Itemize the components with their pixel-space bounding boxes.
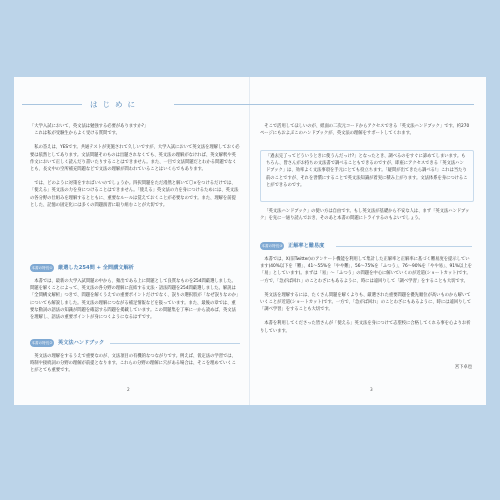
feature-badge: 本書の特長① — [31, 266, 53, 270]
quote-text: 「過去完了ってどういうときに使うんだっけ?」となったとき、調べるのをすぐに諦めてしまいます。もちろん、皆さんがお持ちの文法書で調べることもできるのですが、即座にアクセスできる「英文法ハンドブック」は、効率よく文法事項を手元にとても役立ちます。「疑問が出てきたら調べる!」これは当たり前のことですが、それを習慣にすることで英文法知識が着実に積み上がります。文法体系を身につけることができるのです。 — [266, 154, 468, 188]
closing-paragraph: 本書を利用してくださった皆さんが「使える」英文法を身につけて志望校に合格してくれる事を心よりお祈りしています。 — [260, 321, 471, 334]
quote-text-wrap — [266, 153, 468, 189]
page-left — [14, 77, 250, 405]
page-number-right: 3 — [370, 387, 373, 392]
feature-badge: 本書の特長③ — [261, 244, 283, 248]
page-title: はじめに — [90, 100, 140, 109]
paragraph: 本書では、最新の大学入試問題の中から、頻出である上に問題として良質なものを254問厳選しました。問題を解くことによって、英文法の各分野の理解に直結する文法・語法問題を254問厳選しました。解説は「全問構文解析」つきで、問題を解くうえでの重要ポイントだけでなく、誤りの選択肢が「なぜ誤りなのか」についても解説しました。英文法の理解につながる補足情報などを扱っています。また、最後の章では、重要な動詞の語法の知識が問題を確認する問題を掲載しています。この問題集を丁寧に一から読めば、英文法を理解し、語法の重要ポイントが身につくようになるはずです。 — [30, 279, 239, 321]
section-header-2 — [30, 339, 240, 347]
author-signature: 宮下卓也 — [454, 365, 472, 370]
section-body-1 — [30, 278, 240, 321]
paragraph: 「英文法ハンドブック」の使い方は自由です。もし英文法が基礎から不安な人は、まず「英文法ハンドブック」を先に一通り読んでおき、そのあと本書の問題にトライするのもよいでしょう。 — [260, 209, 470, 222]
section-body-2 — [30, 353, 240, 375]
section-header-3 — [260, 242, 472, 250]
paragraph: そこで活用してほしいのが、紙面の二次元コードからアクセスできる「英文法ハンドブック」です。約270ページにもおよぶこのハンドブックが、英文法の理解をサポートしてくれます。 — [260, 124, 470, 137]
paragraph: では、どのように対策をすればいいのでしょうか。四択問題をただ漫然と解いて〇×をつけるだけでは、「使える」英文法の力を身につけることはできません。「使える」英文法の力を身につけるためには、英文法の各分野の仕組みを理解するとともに、重要なルールは覚えておくことが必要なのです。また、理解を前提とした、記憶の固定化には多くの問題演習に取り組むことが大切です。 — [30, 181, 239, 208]
intro-block — [30, 123, 240, 209]
quote-box — [260, 150, 474, 202]
handbook-usage — [260, 208, 472, 222]
section-title: 厳選した254問 + 全問講文解析 — [58, 265, 134, 271]
section-rule — [336, 246, 472, 247]
paragraph: 英文法を理解するには、たくさん問題を解くよりも、厳選された重要問題を優先順位が高いものから解いていくことが近道(ショートカット)です。一方で、「急がば回れ」のことわざにもあるように、時には遠回りして「調べ学習」をすることも大切です。 — [260, 292, 472, 313]
paragraph: 本書では、X(旧Twitter)のアンケート機能を利用して集計した正解率と正解率に基づく難易度を提示しています(40%以下を「難」、41〜55%を「やや難」、56〜75%を「ふつう」、76〜90%を「やや易」、91%以上を「易」としています)。まずは「易」〜「ふつう」の問題を中心に解いていくのが近道(ショートカット)です。一方で、「急がば回れ」のことわざにもあるように、時には遠回りして「調べ学習」をすることも大切です。 — [260, 257, 472, 284]
section-body-3 — [260, 256, 472, 335]
section-title: 正解率と難易度 — [288, 243, 325, 249]
paragraph: 英文法の理解をするうえで重要なのが、文法項目の有機的なつながりです。例えば、仮定法の学習では、時制や接続詞の分野の理解が前提となります。これらの分野の理解に穴がある場合は、そこを埋めていくことがとても重要です。 — [30, 354, 236, 374]
intro-note: これは私が受験生からよく受ける質問です。 — [34, 131, 120, 137]
section-rule — [110, 343, 240, 344]
paragraph: 私の答えは、YESです。共通テストが実施されて久しいですが、大学入試において英文法を理解しておく必要は依然としてあります。文法問題そのものは出題されなくても、英文法の理解がなければ、英文解釈や英作文において正しく読んだり書いたりすることはできません。また、一目で文法問題だとわかる問題でなくとも、長文中の空所補充問題などで文法の理解が問われていることはいくらでもあります。 — [30, 145, 240, 173]
handbook-intro — [260, 123, 472, 137]
section-header-1 — [30, 264, 240, 272]
book-spread — [14, 77, 486, 405]
page-number-left: 2 — [127, 387, 130, 392]
feature-badge: 本書の特長② — [31, 341, 53, 345]
page-right — [250, 77, 486, 405]
section-title: 英文法ハンドブック — [58, 340, 105, 346]
intro-question: 「大学入試において、英文法は勉強する必要がありますか?」 — [30, 124, 149, 129]
